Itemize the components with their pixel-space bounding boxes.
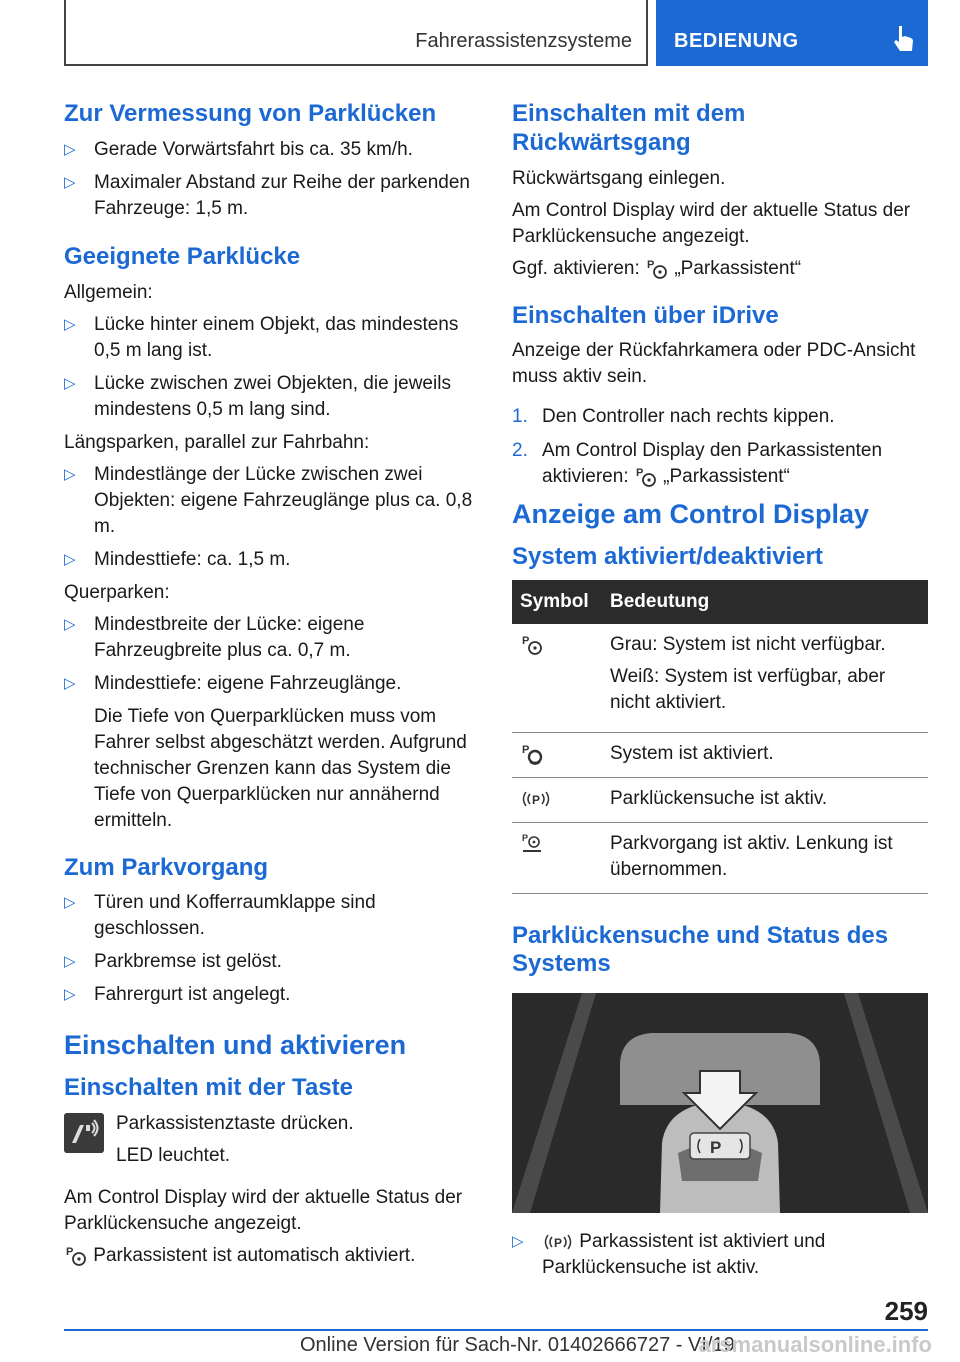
taste-step-1: Parkassistenztaste drücken. xyxy=(116,1112,354,1134)
label-quer: Querparken: xyxy=(64,581,170,603)
left-column xyxy=(64,100,474,1275)
table-header-row xyxy=(512,580,928,624)
park-assist-active-icon xyxy=(520,742,544,766)
triangle-bullet-icon: ▷ xyxy=(64,140,76,158)
svg-text:P: P xyxy=(66,1245,74,1258)
heading-taste: Einschalten mit der Taste xyxy=(64,1073,353,1101)
svg-text:P: P xyxy=(522,743,530,756)
list-parkvorgang xyxy=(64,890,474,1008)
list-item: ▷ P Parkassistent ist aktiviert und Parklückensuche ist aktiv. xyxy=(512,1231,826,1279)
page-number: 259 xyxy=(884,1296,928,1326)
heading-rueckwaertsgang: Einschalten mit dem Rückwärtsgang xyxy=(512,100,746,156)
list-item: ▷ Lücke hinter einem Objekt, das mindestens 0,5 m lang ist. xyxy=(64,313,459,361)
svg-text:P: P xyxy=(522,832,529,843)
heading-vermessung: Zur Vermessung von Parklücken xyxy=(64,100,437,127)
list-quer xyxy=(64,612,474,697)
footer-text: Online Version für Sach-Nr. 01402666727 - VI/19 xyxy=(300,1334,735,1356)
table-row: P Parkvorgang ist aktiv. Lenkung ist übernommen. xyxy=(512,822,928,893)
park-assist-icon xyxy=(520,633,544,657)
watermark: arsmanualsonline.info xyxy=(698,1332,932,1357)
park-assist-button-icon xyxy=(64,1113,104,1153)
triangle-bullet-icon: ▷ xyxy=(64,986,76,1004)
heading-idrive: Einschalten über iDrive xyxy=(512,301,779,329)
control-display-illustration xyxy=(512,993,928,1213)
svg-text:P: P xyxy=(635,467,644,480)
rueck-step-3: Ggf. aktivieren: P „Parkassistent“ xyxy=(512,257,802,279)
heading-anzeige: Anzeige am Control Display xyxy=(512,499,870,530)
section-title: Fahrerassistenzsysteme xyxy=(415,30,632,52)
page-header xyxy=(64,0,928,66)
heading-system: System aktiviert/deaktiviert xyxy=(512,542,823,570)
svg-text:P: P xyxy=(522,634,530,647)
taste-instruction xyxy=(64,1111,474,1169)
list-item: ▷ Türen und Kofferraumklappe sind geschlossen. xyxy=(64,892,376,940)
list-item: ▷ Parkbremse ist gelöst. xyxy=(64,949,474,975)
park-assist-icon xyxy=(64,1244,88,1268)
parking-space-search-icon xyxy=(542,1230,574,1254)
chapter-title: BEDIENUNG xyxy=(674,30,799,52)
list-item: ▷ Gerade Vorwärtsfahrt bis ca. 35 km/h. xyxy=(64,137,474,163)
triangle-bullet-icon: ▷ xyxy=(512,1233,524,1251)
park-assist-icon xyxy=(645,257,669,281)
list-allgemein xyxy=(64,312,474,423)
pointing-hand-icon xyxy=(890,24,916,54)
step-item: 1. Den Controller nach rechts kippen. xyxy=(512,406,835,428)
idrive-steps xyxy=(512,404,928,490)
list-item: ▷ Fahrergurt ist angelegt. xyxy=(64,982,474,1008)
heading-parkvorgang: Zum Parkvorgang xyxy=(64,853,269,881)
triangle-bullet-icon: ▷ xyxy=(64,173,76,191)
svg-text:P: P xyxy=(532,792,541,807)
triangle-bullet-icon: ▷ xyxy=(64,615,76,633)
table-row: P Parklückensuche ist aktiv. xyxy=(512,777,928,822)
chapter-tab xyxy=(656,0,928,66)
triangle-bullet-icon: ▷ xyxy=(64,674,76,692)
rueck-step-2: Am Control Display wird der aktuelle Status der Parklückensuche angezeigt. xyxy=(512,199,911,247)
list-item: ▷ Mindestlänge der Lücke zwischen zwei Objekten: eigene Fahrzeuglänge plus ca. 0,8 m. xyxy=(64,463,473,537)
svg-text:P: P xyxy=(554,1236,563,1251)
triangle-bullet-icon: ▷ xyxy=(64,550,76,568)
status-text: Am Control Display wird der aktuelle Status der Parklückensuche angezeigt. xyxy=(64,1186,463,1234)
rueck-step-1: Rückwärtsgang einlegen. xyxy=(512,167,726,189)
parking-space-search-icon xyxy=(520,787,552,811)
taste-step-2: LED leuchtet. xyxy=(116,1144,231,1166)
symbol-table xyxy=(512,580,928,894)
list-suche xyxy=(512,1229,928,1281)
step-item: 2. Am Control Display den Parkassistenten aktivieren: P „Parkassistent“ xyxy=(512,440,883,488)
park-assist-icon xyxy=(634,465,658,489)
svg-text:P: P xyxy=(710,1138,722,1158)
triangle-bullet-icon: ▷ xyxy=(64,465,76,483)
col-symbol: Symbol xyxy=(512,580,602,624)
col-meaning: Bedeutung xyxy=(602,580,928,624)
triangle-bullet-icon: ▷ xyxy=(64,894,76,912)
heading-suche: Parklückensuche und Status des Systems xyxy=(512,921,889,978)
table-row: P System ist aktiviert. xyxy=(512,732,928,777)
label-allgemein: Allgemein: xyxy=(64,281,153,303)
list-item: ▷ Maximaler Abstand zur Reihe der parkenden Fahrzeuge: 1,5 m. xyxy=(64,171,470,219)
triangle-bullet-icon: ▷ xyxy=(64,374,76,392)
triangle-bullet-icon: ▷ xyxy=(64,953,76,971)
quer-note: Die Tiefe von Querparklücken muss vom Fahrer selbst abgeschätzt werden. Aufgrund technischer Grenzen kann das System die Tiefe von Querparklücken nur annähernd ermitteln. xyxy=(94,705,467,831)
section-tab xyxy=(64,0,648,66)
heading-einschalten: Einschalten und aktivieren xyxy=(64,1030,407,1061)
list-item: ▷ Mindestbreite der Lücke: eigene Fahrzeugbreite plus ca. 0,7 m. xyxy=(64,613,365,661)
triangle-bullet-icon: ▷ xyxy=(64,315,76,333)
list-vermessung xyxy=(64,137,474,222)
list-item: ▷ Mindesttiefe: ca. 1,5 m. xyxy=(64,547,474,573)
footer-divider xyxy=(64,1329,928,1331)
auto-text: P Parkassistent ist automatisch aktiviert. xyxy=(66,1244,416,1266)
label-laengs: Längsparken, parallel zur Fahrbahn: xyxy=(64,431,370,453)
list-item: ▷ Mindesttiefe: eigene Fahrzeuglänge. xyxy=(64,671,474,697)
park-auto-icon xyxy=(520,832,544,856)
right-column xyxy=(512,100,928,1288)
svg-text:P: P xyxy=(647,258,655,271)
list-laengs xyxy=(64,462,474,573)
idrive-text: Anzeige der Rückfahrkamera oder PDC-Ansicht muss aktiv sein. xyxy=(512,340,916,388)
list-item: ▷ Lücke zwischen zwei Objekten, die jeweils mindestens 0,5 m lang sind. xyxy=(64,372,451,420)
heading-geeignet: Geeignete Parklücke xyxy=(64,242,301,270)
table-row: P Grau: System ist nicht verfügbar. Weiß: System ist verfügbar, aber nicht aktiviert. xyxy=(512,624,928,733)
